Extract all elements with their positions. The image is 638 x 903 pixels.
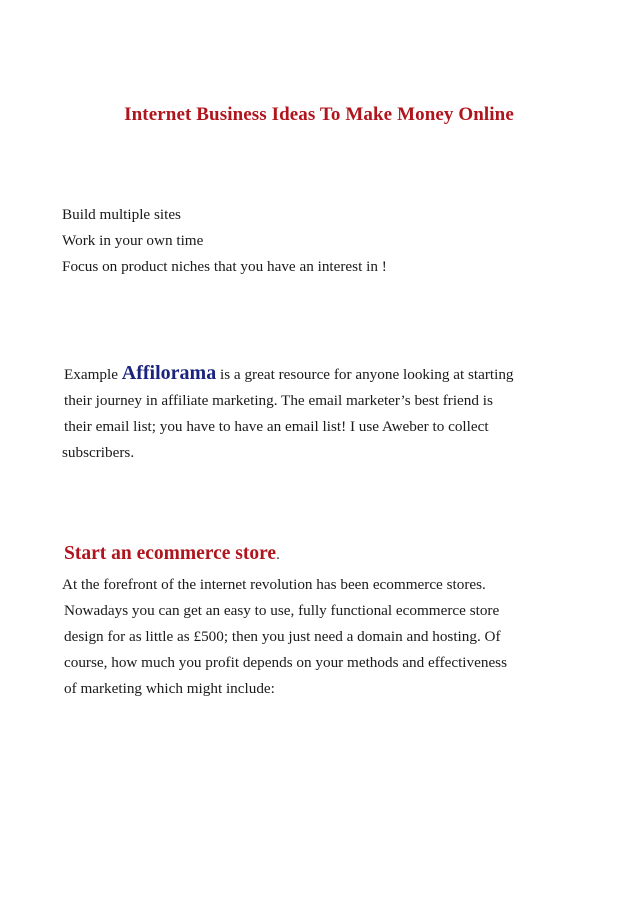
affilorama-link[interactable]: Affilorama (121, 362, 217, 384)
document-title: Internet Business Ideas To Make Money Online (124, 104, 514, 125)
example-line-4: subscribers. (62, 444, 135, 461)
example-line-1-rest: is a great resource for anyone looking at starting (216, 366, 514, 383)
ecommerce-line: course, how much you profit depends on your methods and effectiveness (64, 654, 508, 671)
ecommerce-line: Nowadays you can get an easy to use, fully functional ecommerce store (64, 602, 500, 619)
example-prefix: Example (64, 366, 122, 383)
example-line-3: their email list; you have to have an email list! I use Aweber to collect (64, 418, 489, 435)
ecommerce-line: of marketing which might include: (64, 680, 275, 697)
tip-line: Focus on product niches that you have an interest in ! (62, 258, 387, 275)
example-line-2: their journey in affiliate marketing. The email marketer’s best friend is (64, 392, 493, 409)
tip-line: Build multiple sites (62, 206, 181, 223)
example-paragraph (62, 360, 582, 466)
ecommerce-heading-text: Start an ecommerce store (64, 543, 277, 564)
ecommerce-heading-punct: . (276, 547, 280, 563)
ecommerce-line: At the forefront of the internet revolution has been ecommerce stores. (62, 576, 486, 593)
ecommerce-paragraph (62, 572, 582, 702)
ecommerce-line: design for as little as £500; then you just need a domain and hosting. Of (64, 628, 501, 645)
tip-line: Work in your own time (62, 232, 204, 249)
ecommerce-heading (64, 543, 280, 565)
tips-list (62, 202, 582, 280)
example-line-1 (62, 360, 582, 388)
